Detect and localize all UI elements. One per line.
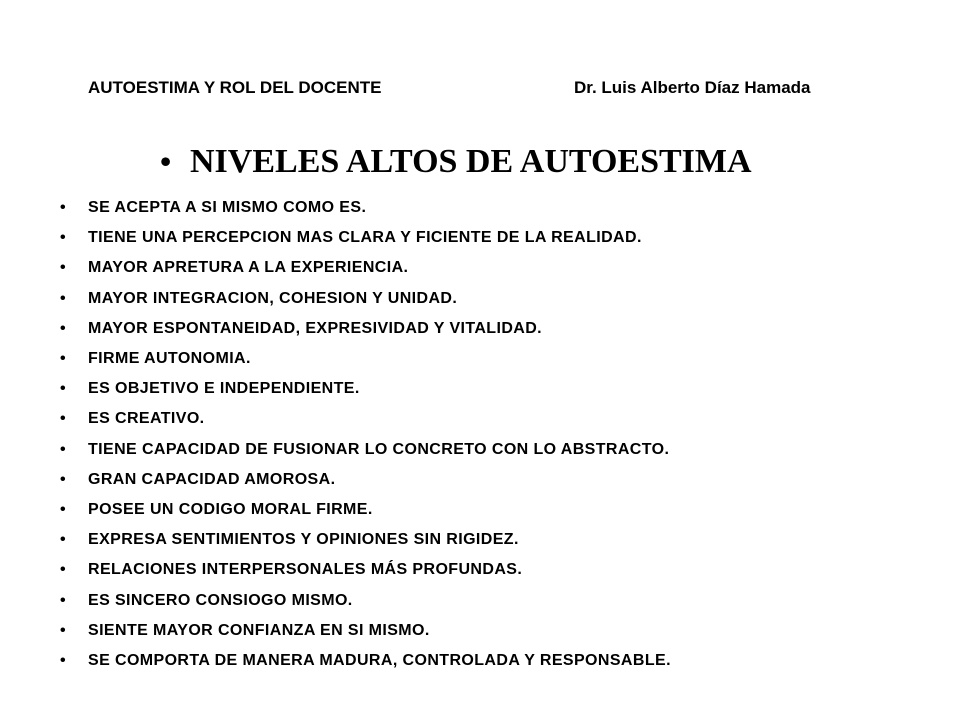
header-author: Dr. Luis Alberto Díaz Hamada (574, 78, 811, 97)
bullet-list (60, 193, 671, 676)
bullet-icon: • (60, 380, 67, 398)
list-item-text: ES OBJETIVO E INDEPENDIENTE. (88, 380, 360, 398)
list-item (60, 555, 671, 585)
list-item-text: RELACIONES INTERPERSONALES MÁS PROFUNDAS. (88, 561, 523, 579)
list-item (60, 525, 671, 555)
list-item (60, 646, 671, 676)
list-item (60, 404, 671, 434)
list-item-text: GRAN CAPACIDAD AMOROSA. (88, 470, 336, 488)
bullet-icon: • (60, 410, 67, 428)
bullet-icon: • (60, 470, 67, 488)
list-item-text: TIENE UNA PERCEPCION MAS CLARA Y FICIENTE DE LA REALIDAD. (88, 229, 642, 247)
list-item-text: ES CREATIVO. (88, 410, 205, 428)
bullet-icon: • (60, 621, 67, 639)
bullet-icon: • (60, 651, 67, 669)
list-item-text: TIENE CAPACIDAD DE FUSIONAR LO CONCRETO CON LO ABSTRACTO. (88, 440, 670, 458)
list-item (60, 344, 671, 374)
list-item-text: MAYOR APRETURA A LA EXPERIENCIA. (88, 259, 409, 277)
list-item-text: SE ACEPTA A SI MISMO COMO ES. (88, 199, 367, 217)
bullet-icon: • (60, 440, 67, 458)
list-item-text: POSEE UN CODIGO MORAL FIRME. (88, 500, 373, 518)
list-item (60, 585, 671, 615)
bullet-icon: • (60, 259, 67, 277)
header-title: AUTOESTIMA Y ROL DEL DOCENTE (88, 78, 382, 97)
bullet-icon: • (60, 500, 67, 518)
list-item (60, 616, 671, 646)
bullet-icon: • (60, 561, 67, 579)
bullet-icon: • (60, 229, 67, 247)
bullet-icon: • (60, 199, 67, 217)
list-item-text: EXPRESA SENTIMIENTOS Y OPINIONES SIN RIGIDEZ. (88, 531, 519, 549)
slide-title (160, 143, 752, 181)
list-item (60, 374, 671, 404)
list-item (60, 314, 671, 344)
bullet-icon: • (60, 531, 67, 549)
list-item-text: ES SINCERO CONSIOGO MISMO. (88, 591, 353, 609)
list-item (60, 223, 671, 253)
bullet-icon: • (60, 350, 67, 368)
list-item-text: MAYOR INTEGRACION, COHESION Y UNIDAD. (88, 289, 458, 307)
list-item (60, 435, 671, 465)
list-item (60, 465, 671, 495)
slide-title-text: NIVELES ALTOS DE AUTOESTIMA (190, 143, 752, 180)
list-item (60, 253, 671, 283)
title-bullet-icon: • (160, 143, 172, 179)
list-item-text: SIENTE MAYOR CONFIANZA EN SI MISMO. (88, 621, 430, 639)
list-item (60, 193, 671, 223)
list-item-text: MAYOR ESPONTANEIDAD, EXPRESIVIDAD Y VITALIDAD. (88, 319, 543, 337)
list-item-text: SE COMPORTA DE MANERA MADURA, CONTROLADA Y RESPONSABLE. (88, 651, 671, 669)
list-item-text: FIRME AUTONOMIA. (88, 350, 251, 368)
bullet-icon: • (60, 319, 67, 337)
bullet-icon: • (60, 591, 67, 609)
bullet-icon: • (60, 289, 67, 307)
list-item (60, 284, 671, 314)
list-item (60, 495, 671, 525)
